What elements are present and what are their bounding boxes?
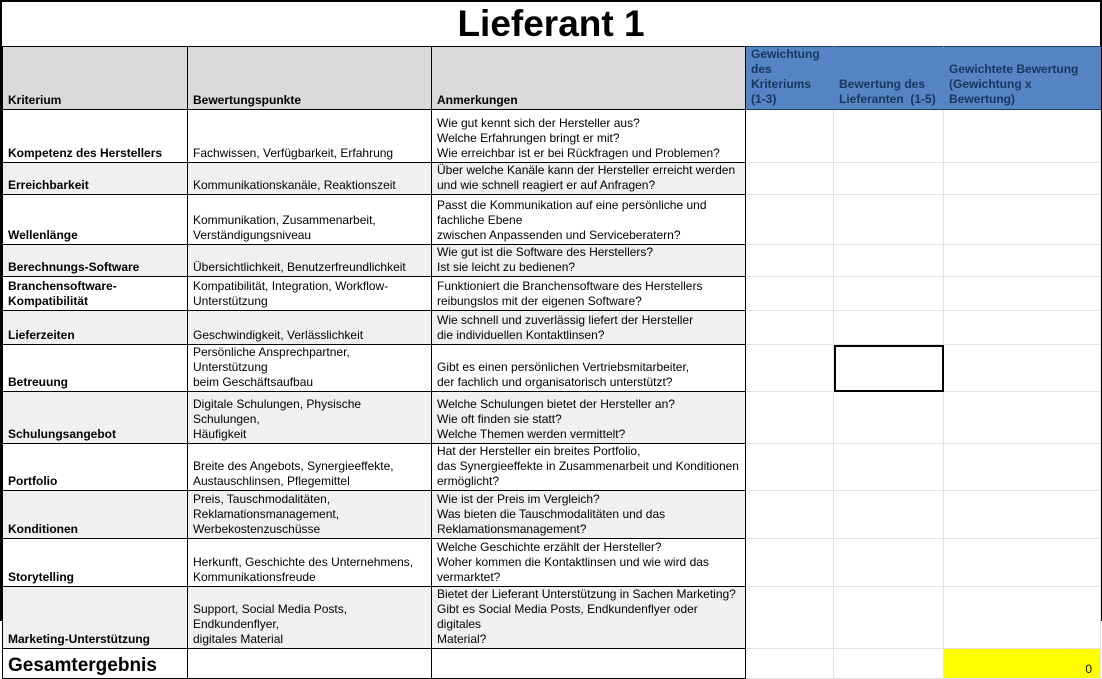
criterion-cell[interactable]: Lieferzeiten bbox=[3, 311, 188, 345]
header-row bbox=[3, 47, 1101, 110]
table-row bbox=[3, 539, 1101, 587]
table-row bbox=[3, 392, 1101, 444]
notes-cell[interactable]: Über welche Kanäle kann der Hersteller erreicht werden und wie schnell reagiert er auf Anfragen? bbox=[432, 163, 746, 195]
criterion-cell[interactable]: Branchensoftware-Kompatibilität bbox=[3, 277, 188, 311]
weighted-score-cell[interactable] bbox=[944, 163, 1101, 195]
column-header-gewichtete-bewertung[interactable]: Gewichtete Bewertung (Gewichtung x Bewertung) bbox=[944, 47, 1101, 110]
criteria-table bbox=[2, 46, 1101, 679]
table-row bbox=[3, 587, 1101, 649]
weighted-score-cell[interactable] bbox=[944, 195, 1101, 245]
weighting-cell[interactable] bbox=[746, 195, 834, 245]
weighting-cell[interactable] bbox=[746, 163, 834, 195]
total-label[interactable]: Gesamtergebnis bbox=[3, 649, 188, 679]
notes-cell[interactable]: Gibt es einen persönlichen Vertriebsmitarbeiter, der fachlich und organisatorisch unterstützt? bbox=[432, 345, 746, 392]
selected-cell[interactable] bbox=[834, 345, 944, 392]
criterion-cell[interactable]: Kompetenz des Herstellers bbox=[3, 110, 188, 163]
sheet-title[interactable]: Lieferant 1 bbox=[457, 3, 645, 44]
weighted-score-cell[interactable] bbox=[944, 587, 1101, 649]
weighting-cell[interactable] bbox=[746, 311, 834, 345]
weighted-score-cell[interactable] bbox=[944, 539, 1101, 587]
notes-cell[interactable]: Funktioniert die Branchensoftware des Herstellers reibungslos mit der eigenen Software? bbox=[432, 277, 746, 311]
criterion-cell[interactable]: Wellenlänge bbox=[3, 195, 188, 245]
points-cell[interactable]: Kommunikation, Zusammenarbeit, Verständigungsniveau bbox=[188, 195, 432, 245]
notes-cell[interactable]: Bietet der Lieferant Unterstützung in Sachen Marketing? Gibt es Social Media Posts, Endkundenflyer oder digitales Material? bbox=[432, 587, 746, 649]
criterion-cell[interactable]: Schulungsangebot bbox=[3, 392, 188, 444]
column-header-bewertung[interactable]: Bewertung des Lieferanten (1-5) bbox=[834, 47, 944, 110]
notes-cell[interactable]: Welche Geschichte erzählt der Hersteller? Woher kommen die Kontaktlinsen und wie wird das vermarktet? bbox=[432, 539, 746, 587]
rating-cell[interactable] bbox=[834, 392, 944, 444]
points-cell[interactable]: Support, Social Media Posts, Endkundenflyer, digitales Material bbox=[188, 587, 432, 649]
rating-cell[interactable] bbox=[834, 195, 944, 245]
rating-cell[interactable] bbox=[834, 245, 944, 277]
weighting-cell[interactable] bbox=[746, 444, 834, 491]
points-cell[interactable]: Digitale Schulungen, Physische Schulungen, Häufigkeit bbox=[188, 392, 432, 444]
points-cell[interactable]: Preis, Tauschmodalitäten, Reklamationsmanagement, Werbekostenzuschüsse bbox=[188, 491, 432, 539]
notes-cell[interactable]: Welche Schulungen bietet der Hersteller an? Wie oft finden sie statt? Welche Themen werden vermittelt? bbox=[432, 392, 746, 444]
weighted-score-cell[interactable] bbox=[944, 444, 1101, 491]
rating-cell[interactable] bbox=[834, 539, 944, 587]
rating-cell[interactable] bbox=[834, 311, 944, 345]
criterion-cell[interactable]: Erreichbarkeit bbox=[3, 163, 188, 195]
weighting-cell[interactable] bbox=[746, 345, 834, 392]
weighting-cell[interactable] bbox=[746, 245, 834, 277]
notes-cell[interactable]: Wie ist der Preis im Vergleich? Was bieten die Tauschmodalitäten und das Reklamationsmanagement? bbox=[432, 491, 746, 539]
weighted-score-cell[interactable] bbox=[944, 110, 1101, 163]
table-row bbox=[3, 163, 1101, 195]
points-cell[interactable]: Kompatibilität, Integration, Workflow- Unterstützung bbox=[188, 277, 432, 311]
table-row bbox=[3, 444, 1101, 491]
notes-cell[interactable]: Wie gut kennt sich der Hersteller aus? Welche Erfahrungen bringt er mit? Wie erreichbar ist er bei Rückfragen und Problemen? bbox=[432, 110, 746, 163]
notes-cell[interactable]: Wie schnell und zuverlässig liefert der Hersteller die individuellen Kontaktlinsen? bbox=[432, 311, 746, 345]
weighting-cell[interactable] bbox=[746, 587, 834, 649]
criterion-cell[interactable]: Portfolio bbox=[3, 444, 188, 491]
weighted-score-cell[interactable] bbox=[944, 277, 1101, 311]
weighting-cell[interactable] bbox=[746, 392, 834, 444]
notes-cell[interactable]: Passt die Kommunikation auf eine persönliche und fachliche Ebene zwischen Anpassenden und Serviceberatern? bbox=[432, 195, 746, 245]
table-row bbox=[3, 110, 1101, 163]
total-row bbox=[3, 649, 1101, 679]
weighted-score-cell[interactable] bbox=[944, 311, 1101, 345]
points-cell[interactable]: Herkunft, Geschichte des Unternehmens, Kommunikationsfreude bbox=[188, 539, 432, 587]
weighted-score-cell[interactable] bbox=[944, 491, 1101, 539]
notes-cell[interactable]: Wie gut ist die Software des Herstellers? Ist sie leicht zu bedienen? bbox=[432, 245, 746, 277]
rating-cell[interactable] bbox=[834, 444, 944, 491]
table-row bbox=[3, 311, 1101, 345]
table-row bbox=[3, 345, 1101, 392]
points-cell[interactable]: Fachwissen, Verfügbarkeit, Erfahrung bbox=[188, 110, 432, 163]
criterion-cell[interactable]: Konditionen bbox=[3, 491, 188, 539]
table-row bbox=[3, 277, 1101, 311]
weighting-cell[interactable] bbox=[746, 491, 834, 539]
column-header-gewichtung[interactable]: Gewichtung des Kriteriums (1-3) bbox=[746, 47, 834, 110]
points-cell[interactable]: Persönliche Ansprechpartner, Unterstützung beim Geschäftsaufbau bbox=[188, 345, 432, 392]
criterion-cell[interactable]: Storytelling bbox=[3, 539, 188, 587]
empty-cell[interactable] bbox=[746, 649, 834, 679]
table-row bbox=[3, 245, 1101, 277]
rating-cell[interactable] bbox=[834, 110, 944, 163]
rating-cell[interactable] bbox=[834, 491, 944, 539]
rating-cell[interactable] bbox=[834, 163, 944, 195]
weighting-cell[interactable] bbox=[746, 110, 834, 163]
notes-cell[interactable]: Hat der Hersteller ein breites Portfolio, das Synergieeffekte in Zusammenarbeit und Konditionen ermöglicht? bbox=[432, 444, 746, 491]
points-cell[interactable]: Geschwindigkeit, Verlässlichkeit bbox=[188, 311, 432, 345]
criterion-cell[interactable]: Betreuung bbox=[3, 345, 188, 392]
rating-cell[interactable] bbox=[834, 587, 944, 649]
weighting-cell[interactable] bbox=[746, 277, 834, 311]
weighted-score-cell[interactable] bbox=[944, 345, 1101, 392]
points-cell[interactable]: Breite des Angebots, Synergieeffekte, Austauschlinsen, Pflegemittel bbox=[188, 444, 432, 491]
column-header-bewertungspunkte[interactable]: Bewertungspunkte bbox=[188, 47, 432, 110]
points-cell[interactable]: Übersichtlichkeit, Benutzerfreundlichkeit bbox=[188, 245, 432, 277]
rating-cell[interactable] bbox=[834, 277, 944, 311]
weighted-score-cell[interactable] bbox=[944, 392, 1101, 444]
table-row bbox=[3, 491, 1101, 539]
points-cell[interactable]: Kommunikationskanäle, Reaktionszeit bbox=[188, 163, 432, 195]
table-row bbox=[3, 195, 1101, 245]
total-score-cell[interactable]: 0 bbox=[944, 649, 1101, 679]
criterion-cell[interactable]: Berechnungs-Software bbox=[3, 245, 188, 277]
weighted-score-cell[interactable] bbox=[944, 245, 1101, 277]
criterion-cell[interactable]: Marketing-Unterstützung bbox=[3, 587, 188, 649]
empty-cell[interactable] bbox=[188, 649, 432, 679]
column-header-kriterium[interactable]: Kriterium bbox=[3, 47, 188, 110]
empty-cell[interactable] bbox=[432, 649, 746, 679]
column-header-anmerkungen[interactable]: Anmerkungen bbox=[432, 47, 746, 110]
weighting-cell[interactable] bbox=[746, 539, 834, 587]
empty-cell[interactable] bbox=[834, 649, 944, 679]
